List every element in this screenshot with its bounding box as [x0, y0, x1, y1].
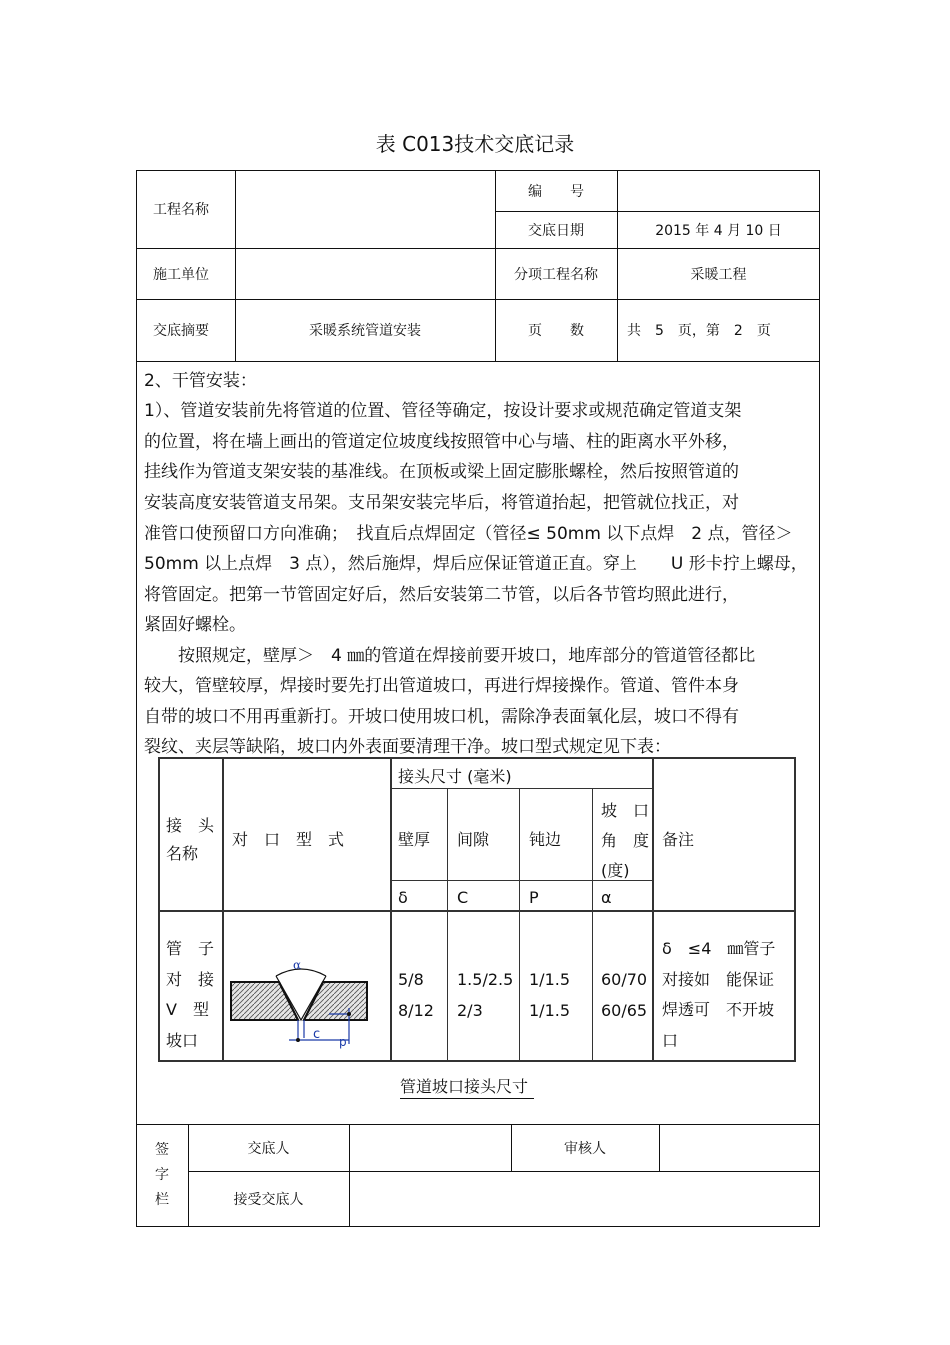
sym-blunt: P	[529, 888, 539, 907]
paragraph-line: 准管口使预留口方向准确； 找直后点焊固定（管径≤ 50mm 以下点焊 2 点，管径＞	[144, 524, 793, 544]
number-label: 编 号	[528, 183, 584, 200]
paragraph-line: 安装高度安装管道支吊架。支吊架安装完毕后，将管道抬起，把管就位找正，对	[144, 493, 739, 513]
row-angle: 60/70 60/65	[601, 970, 648, 1020]
date-label: 交底日期	[528, 222, 584, 239]
presenter-label: 交底人	[247, 1140, 290, 1157]
summary-label: 交底摘要	[153, 323, 209, 339]
angle-label: α	[293, 958, 302, 972]
sym-angle: α	[601, 888, 612, 907]
col-angle: 坡 口 角 度 (度)	[601, 801, 650, 880]
paragraph-line: 的位置，将在墙上画出的管道定位坡度线按照管中心与墙、柱的距离水平外移，	[144, 432, 739, 452]
date-value: 2015 年 4 月 10 日	[655, 222, 782, 239]
table-caption: 管道坡口接头尺寸	[400, 1074, 534, 1099]
col-joint-name: 接 头 名称	[166, 816, 215, 863]
row-blunt: 1/1.5 1/1.5	[529, 970, 571, 1020]
row-name: 管 子 对 接 V 型 坡口	[166, 939, 215, 1050]
paragraph-line: 裂纹、夹层等缺陷，坡口内外表面要清理干净。坡口型式规定见下表：	[144, 737, 671, 757]
signature-label: 签 字 栏	[155, 1142, 169, 1208]
paragraph-line: 按照规定，壁厚＞ 4 ㎜的管道在焊接前要开坡口，地库部分的管道管径都比	[144, 646, 756, 666]
dimension-dot	[296, 1038, 300, 1042]
col-blunt: 钝边	[529, 830, 562, 849]
summary-value: 采暖系统管道安装	[309, 323, 421, 339]
paragraph-line: 50mm 以上点焊 3 点），然后施焊，焊后应保证管道正直。穿上 U 形卡拧上螺母，	[144, 554, 808, 574]
row-thickness: 5/8 8/12	[398, 970, 434, 1020]
col-note: 备注	[662, 830, 695, 849]
paragraph-line: 较大，管壁较厚，焊接时要先打出管道坡口，再进行焊接操作。管道、管件本身	[144, 676, 739, 696]
paragraph-line: 挂线作为管道支架安装的基准线。在顶板或梁上固定膨胀螺栓，然后按照管道的	[144, 462, 739, 482]
sym-gap: C	[457, 888, 469, 907]
blunt-label: p	[339, 1035, 347, 1049]
paragraph-line: 将管固定。把第一节管固定好后，然后安装第二节管，以后各节管均照此进行，	[144, 585, 739, 605]
reviewer-label: 审核人	[564, 1140, 606, 1157]
col-type: 对 口 型 式	[232, 830, 345, 849]
pages-value: 共 5 页，第 2 页	[627, 323, 771, 339]
contractor-label: 施工单位	[153, 266, 209, 283]
receiver-label: 接受交底人	[233, 1192, 304, 1208]
paragraph-line: 1）、管道安装前先将管道的位置、管径等确定，按设计要求或规范确定管道支架	[144, 401, 742, 421]
paragraph-line: 紧固好螺栓。	[144, 615, 246, 635]
paragraph-line: 自带的坡口不用再重新打。开坡口使用坡口机，需除净表面氧化层，坡口不得有	[144, 707, 739, 727]
col-thickness: 壁厚	[398, 830, 431, 849]
gap-label: c	[313, 1027, 321, 1042]
col-dims: 接头尺寸 (毫米)	[398, 767, 512, 786]
row-note: δ ≤4 ㎜管子 对接如 能保证 焊透可 不开坡 口	[662, 939, 776, 1050]
pages-label: 页 数	[528, 323, 584, 339]
col-gap: 间隙	[457, 830, 490, 849]
dimension-dot	[347, 1012, 351, 1016]
subproject-label: 分项工程名称	[514, 266, 598, 283]
page-title: 表 C013技术交底记录	[375, 132, 575, 156]
sym-thickness: δ	[398, 888, 408, 907]
section-heading: 2、干管安装：	[144, 371, 257, 391]
project-name-label: 工程名称	[153, 202, 209, 218]
row-gap: 1.5/2.5 2/3	[457, 970, 514, 1020]
subproject-value: 采暖工程	[690, 266, 747, 283]
v-bevel-diagram	[229, 934, 369, 1054]
